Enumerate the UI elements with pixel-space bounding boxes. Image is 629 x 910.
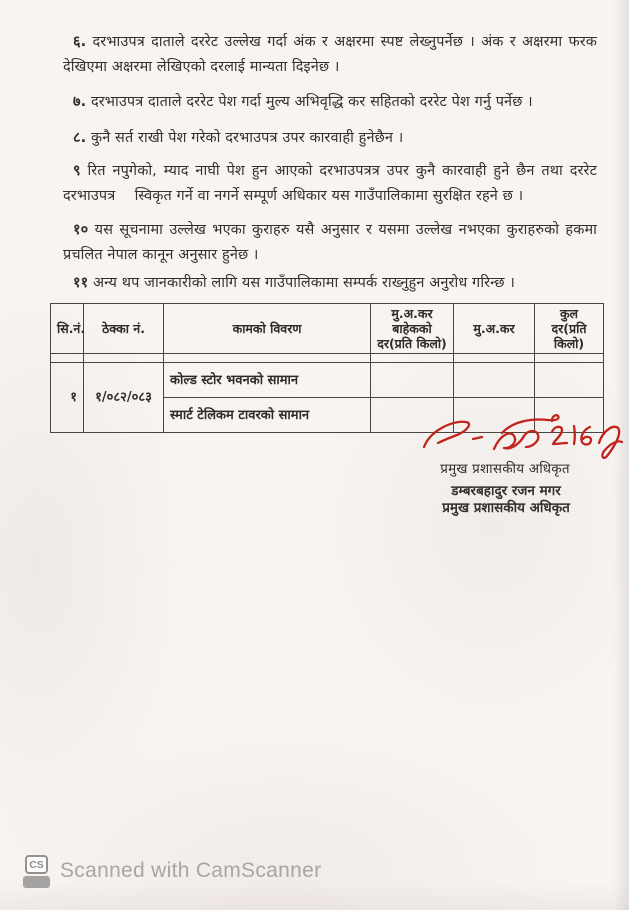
- header-total-rate: कुल दर(प्रति किलो): [535, 304, 604, 354]
- camscanner-logo-icon: [22, 854, 50, 888]
- cell-item-2: स्मार्ट टेलिकम टावरको सामान: [164, 398, 371, 433]
- point-number: ११: [73, 274, 89, 291]
- signature-ink: [418, 413, 624, 463]
- header-contract-no: ठेक्का नं.: [84, 304, 164, 354]
- camscanner-watermark: [22, 854, 321, 888]
- point-text: कुनै सर्त राखी पेश गरेको दरभाउपत्र उपर कारवाही हुनेछैन ।: [90, 129, 404, 146]
- notice-point-6: [63, 30, 597, 80]
- cell-contract-no: १/०८२/०८३: [84, 363, 164, 433]
- table-header-row: [51, 304, 604, 354]
- signatory-designation: प्रमुख प्रशासकीय अधिकृत: [442, 500, 570, 516]
- point-number: ९: [73, 162, 81, 179]
- point-text: दरभाउपत्र दाताले दररेट उल्लेख गर्दा अंक र अक्षरमा स्पष्ट लेख्नुपर्नेछ । अंक र अक्षरमा फरक देखिएमा अक्षरमा लेखिएको दरलाई मान्यता दिइनेछ ।: [63, 33, 597, 75]
- notice-point-10: [63, 218, 597, 268]
- cell-vat-1: [454, 363, 535, 398]
- watermark-text: Scanned with CamScanner: [60, 859, 322, 882]
- cell-total-rate-1: [535, 363, 604, 398]
- point-number: ६.: [73, 33, 87, 50]
- table-spacer-row: [51, 354, 604, 363]
- notice-point-8: [63, 126, 597, 151]
- point-text: दरभाउपत्र दाताले दररेट पेश गर्दा मुल्य अभिवृद्धि कर सहितको दररेट पेश गर्नु पर्नेछ ।: [90, 93, 533, 110]
- notice-point-9: [63, 159, 597, 209]
- cs-badge-letters: CS: [25, 855, 48, 874]
- header-rate-excl-vat: मु.अ.कर बाहेकको दर(प्रति किलो): [371, 304, 454, 354]
- cell-sn: १: [51, 363, 84, 433]
- header-work-description: कामको विवरण: [164, 304, 371, 354]
- point-text: यस सूचनामा उल्लेख भएका कुराहरु यसै अनुसार र यसमा उल्लेख नभएका कुराहरुको हकमा प्रचलित नेपाल कानून अनुसार हुनेछ ।: [63, 221, 597, 263]
- point-number: ७.: [73, 93, 87, 110]
- point-number: ८.: [73, 129, 87, 146]
- point-text: रित नपुगेको, म्याद नाघी पेश हुन आएको दरभाउपत्रत्र उपर कुनै कारवाही हुने छैन तथा दररेट दरभाउपत्र स्विकृत गर्ने वा नगर्ने सम्पूर्ण अधिकार यस गाउँपालिकामा सुरक्षित रहने छ ।: [63, 162, 597, 204]
- cell-rate-excl-vat-1: [371, 363, 454, 398]
- point-text: अन्य थप जानकारीको लागि यस गाउँपालिकामा सम्पर्क राख्नुहुन अनुरोध गरिन्छ ।: [93, 274, 515, 291]
- cs-badge-base: [23, 876, 50, 888]
- notice-point-7: [63, 90, 597, 115]
- signature-name-block: [418, 483, 594, 517]
- header-sn: सि.नं.: [51, 304, 84, 354]
- signature-title: प्रमुख प्रशासकीय अधिकृत: [440, 461, 570, 477]
- point-number: १०: [73, 221, 89, 238]
- header-vat: मु.अ.कर: [454, 304, 535, 354]
- signatory-name: डम्बरबहादुर रजन मगर: [451, 483, 561, 499]
- notice-point-11: [63, 271, 597, 296]
- table-row: [51, 363, 604, 398]
- cell-item-1: कोल्ड स्टोर भवनको सामान: [164, 363, 371, 398]
